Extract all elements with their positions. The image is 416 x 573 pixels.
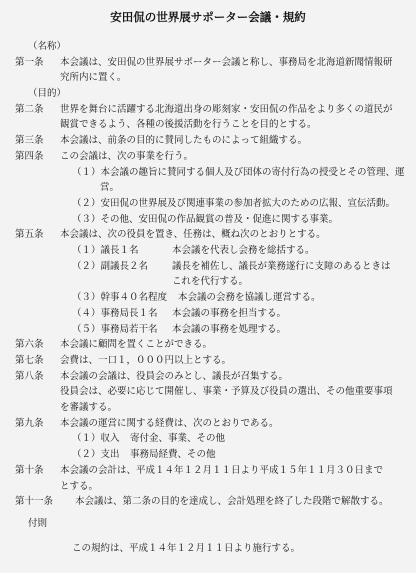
article-2-label: 第二条 — [15, 104, 44, 115]
article-8-label: 第八条 — [15, 371, 44, 382]
article-2-line-1: 世界を舞台に活躍する北海道出身の彫刻家・安田侃の作品をより多くの道民が — [60, 104, 393, 115]
article-6-label: 第六条 — [15, 339, 44, 350]
budget-income-detail: 寄付金、事業、その他 — [130, 433, 226, 444]
article-5-label: 第五条 — [15, 229, 44, 240]
article-2-line-2: 観賞できるよう、各種の後援活動を行うことを目的とする。 — [60, 119, 317, 130]
article-7-label: 第七条 — [15, 355, 44, 366]
officer-1-role: （１）議長１名 — [72, 245, 139, 256]
article-10-label: 第十条 — [15, 465, 44, 476]
document-title: 安田侃の世界展サポーター会議・規約 — [110, 10, 306, 24]
article-9-line-1: 本会議の運営に関する経費は、次のとおりである。 — [60, 418, 279, 429]
article-4-label: 第四条 — [15, 151, 44, 162]
budget-expense-detail: 事務局経費、その他 — [130, 449, 216, 460]
budget-income-label: （１）収入 — [72, 433, 120, 444]
article-3-line-1: 本会議は、前条の目的に賛同したものによって組織する。 — [60, 135, 308, 146]
article-7-line-1: 会費は、一口１，０００円以上とする。 — [60, 355, 232, 366]
officer-2-duty-line-1: 議長を補佐し、議長が業務遂行に支障のあるときは — [172, 261, 391, 272]
officer-2-duty-line-2: これを代行する。 — [172, 276, 249, 287]
article-4-item-2: （２）安田侃の世界展及び関連事業の参加者拡大のための広報、宣伝活動。 — [72, 198, 396, 209]
supplementary-provision: この規約は、平成１４年１２月１１日より施行する。 — [72, 543, 301, 554]
article-4-item-1-line-1: （１）本会議の趣旨に賛同する個人及び団体の寄付行為の授受とその管理、運 — [72, 167, 405, 178]
officer-3-role: （３）幹事４０名程度 — [72, 292, 168, 303]
article-1-line-2: 究所内に置く。 — [60, 72, 127, 83]
article-5-line-1: 本会議は、次の役員を置き、任務は、概ね次のとおりとする。 — [60, 229, 326, 240]
article-8-line-2: 役員会は、必要に応じて開催し、事業・予算及び役員の選出、その他重要事項 — [60, 386, 393, 397]
caption-name: （名称） — [28, 41, 67, 52]
article-11-line-1: 本会議は、第二条の目的を達成し、会計処理を終了した段階で解散する。 — [75, 496, 389, 507]
officer-4-duty: 本会議の事務を担当する。 — [172, 308, 287, 319]
caption-supplementary: 付則 — [28, 518, 48, 529]
article-10-line-1: 本会議の会計は、平成１４年１２月１１日より平成１５年１１月３０日まで — [60, 465, 384, 476]
article-4-line-1: この会議は、次の事業を行う。 — [60, 151, 194, 162]
officer-4-role: （４）事務局長１名 — [72, 308, 158, 319]
article-8-line-3: を審議する。 — [60, 402, 118, 413]
caption-purpose: （目的） — [28, 88, 67, 99]
article-11-label: 第十一条 — [15, 496, 54, 507]
article-1-line-1: 本会議は、安田侃の世界展サポーター会議と称し、事務局を北海道新聞情報研 — [60, 57, 393, 68]
article-9-label: 第九条 — [15, 418, 44, 429]
officer-5-duty: 本会議の事務を処理する。 — [172, 324, 287, 335]
article-10-line-2: とする。 — [60, 481, 99, 492]
budget-expense-label: （２）支出 — [72, 449, 120, 460]
officer-2-role: （２）副議長２名 — [72, 261, 149, 272]
article-1-label: 第一条 — [15, 57, 44, 68]
officer-1-duty: 本会議を代表し会務を総括する。 — [172, 245, 315, 256]
article-4-item-1-line-2: 営。 — [100, 182, 120, 193]
article-3-label: 第三条 — [15, 135, 44, 146]
officer-5-role: （５）事務局若干名 — [72, 324, 158, 335]
article-4-item-3: （３）その他、安田侃の作品観賞の普及・促進に関する事業。 — [72, 214, 339, 225]
article-8-line-1: 本会議の会議は、役員会のみとし、議長が召集する。 — [60, 371, 289, 382]
article-6-line-1: 本会議に顧問を置くことができる。 — [60, 339, 213, 350]
officer-3-duty: 本会議の会務を協議し運営する。 — [178, 292, 321, 303]
